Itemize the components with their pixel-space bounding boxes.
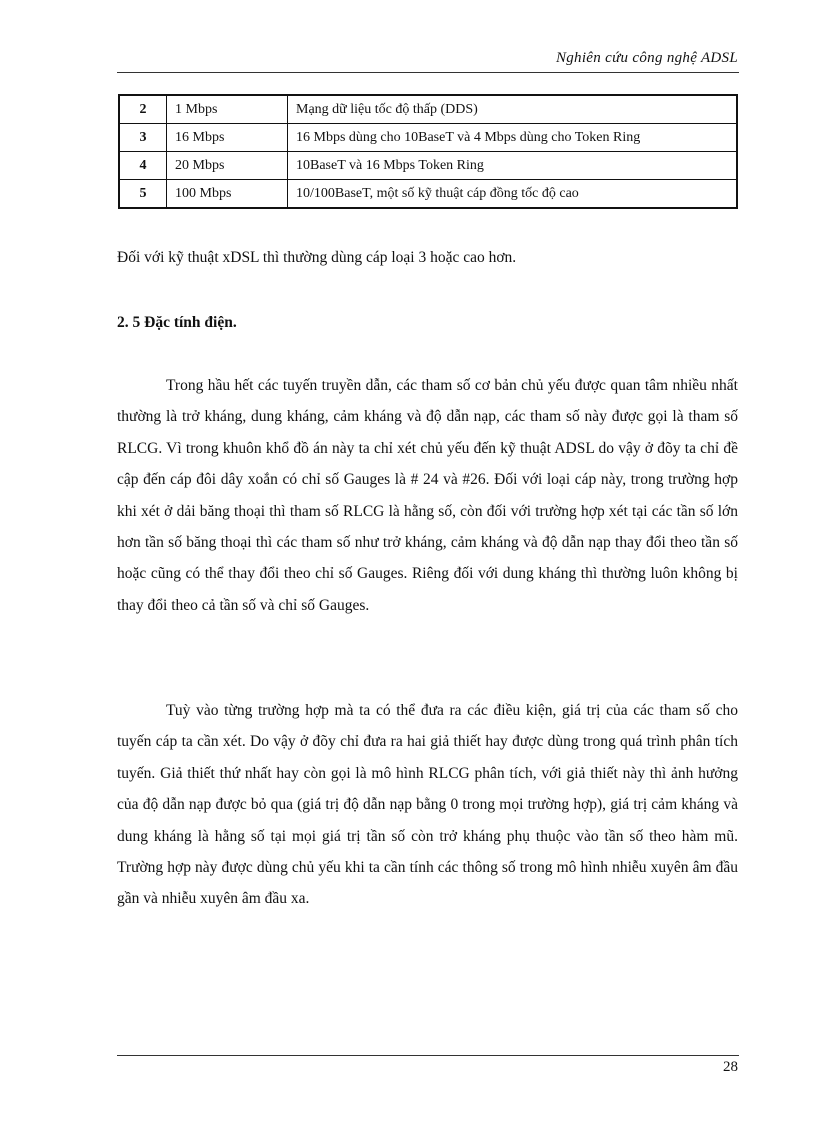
application-cell: 10BaseT và 16 Mbps Token Ring (288, 152, 738, 180)
table-row (119, 124, 737, 152)
intro-paragraph: Đối với kỹ thuật xDSL thì thường dùng cáp loại 3 hoặc cao hơn. (117, 249, 517, 266)
page-number: 28 (723, 1059, 738, 1075)
cable-category-table (118, 94, 738, 209)
header-divider (117, 72, 739, 73)
section-heading: 2. 5 Đặc tính điện. (117, 314, 237, 331)
table-row (119, 95, 737, 124)
application-cell: 10/100BaseT, một số kỹ thuật cáp đồng tốc độ cao (288, 180, 738, 209)
footer-divider (117, 1055, 739, 1056)
speed-cell: 1 Mbps (167, 95, 288, 124)
category-cell: 4 (119, 152, 167, 180)
application-cell: 16 Mbps dùng cho 10BaseT và 4 Mbps dùng cho Token Ring (288, 124, 738, 152)
table-row (119, 180, 737, 209)
category-cell: 5 (119, 180, 167, 209)
table-row (119, 152, 737, 180)
body-paragraph-2: Tuỳ vào từng trường hợp mà ta có thể đưa ra các điều kiện, giá trị của các tham số cho tuyến cáp ta cần xét. Do vậy ở đõy chỉ đưa ra hai giả thiết hay được dùng trong quá trình phân tích tuyến. Giả thiết thứ nhất hay còn gọi là mô hình RLCG phân tích, với giả thiết này thì ảnh hưởng của độ dẫn nạp được bỏ qua (giá trị độ dẫn nạp bằng 0 trong mọi trường hợp), giá trị cảm kháng và dung kháng là hằng số tại mọi giá trị tần số còn trở kháng phụ thuộc vào tần số theo hàm mũ. Trường hợp này được dùng chủ yếu khi ta cần tính các thông số trong mô hình nhiễu xuyên âm đầu gần và nhiễu xuyên âm đầu xa. (117, 702, 738, 908)
application-cell: Mạng dữ liệu tốc độ thấp (DDS) (288, 95, 738, 124)
running-header: Nghiên cứu công nghệ ADSL (555, 50, 738, 66)
speed-cell: 20 Mbps (167, 152, 288, 180)
category-cell: 2 (119, 95, 167, 124)
category-cell: 3 (119, 124, 167, 152)
body-paragraph-1: Trong hầu hết các tuyến truyền dẫn, các tham số cơ bản chủ yếu được quan tâm nhiều nhất thường là trở kháng, dung kháng, cảm kháng và độ dẫn nạp, các tham số này được gọi là tham số RLCG. Vì trong khuôn khổ đồ án này ta chỉ xét chủ yếu đến kỹ thuật ADSL do vậy ở đõy ta chỉ đề cập đến cáp đôi dây xoắn có chỉ số Gauges là # 24 và #26. Đối với loại cáp này, trong trường hợp khi xét ở dải băng thoại thì tham số RLCG là hằng số, còn đối với trường hợp xét tại các tần số lớn hơn tần số băng thoại thì các tham số như trở kháng, cảm kháng và độ dẫn nạp thay đổi theo tần số hoặc cũng có thể thay đổi theo chỉ số Gauges. Riêng đối với dung kháng thì thường luôn không bị thay đổi theo cả tần số và chỉ số Gauges. (117, 377, 738, 614)
speed-cell: 100 Mbps (167, 180, 288, 209)
speed-cell: 16 Mbps (167, 124, 288, 152)
